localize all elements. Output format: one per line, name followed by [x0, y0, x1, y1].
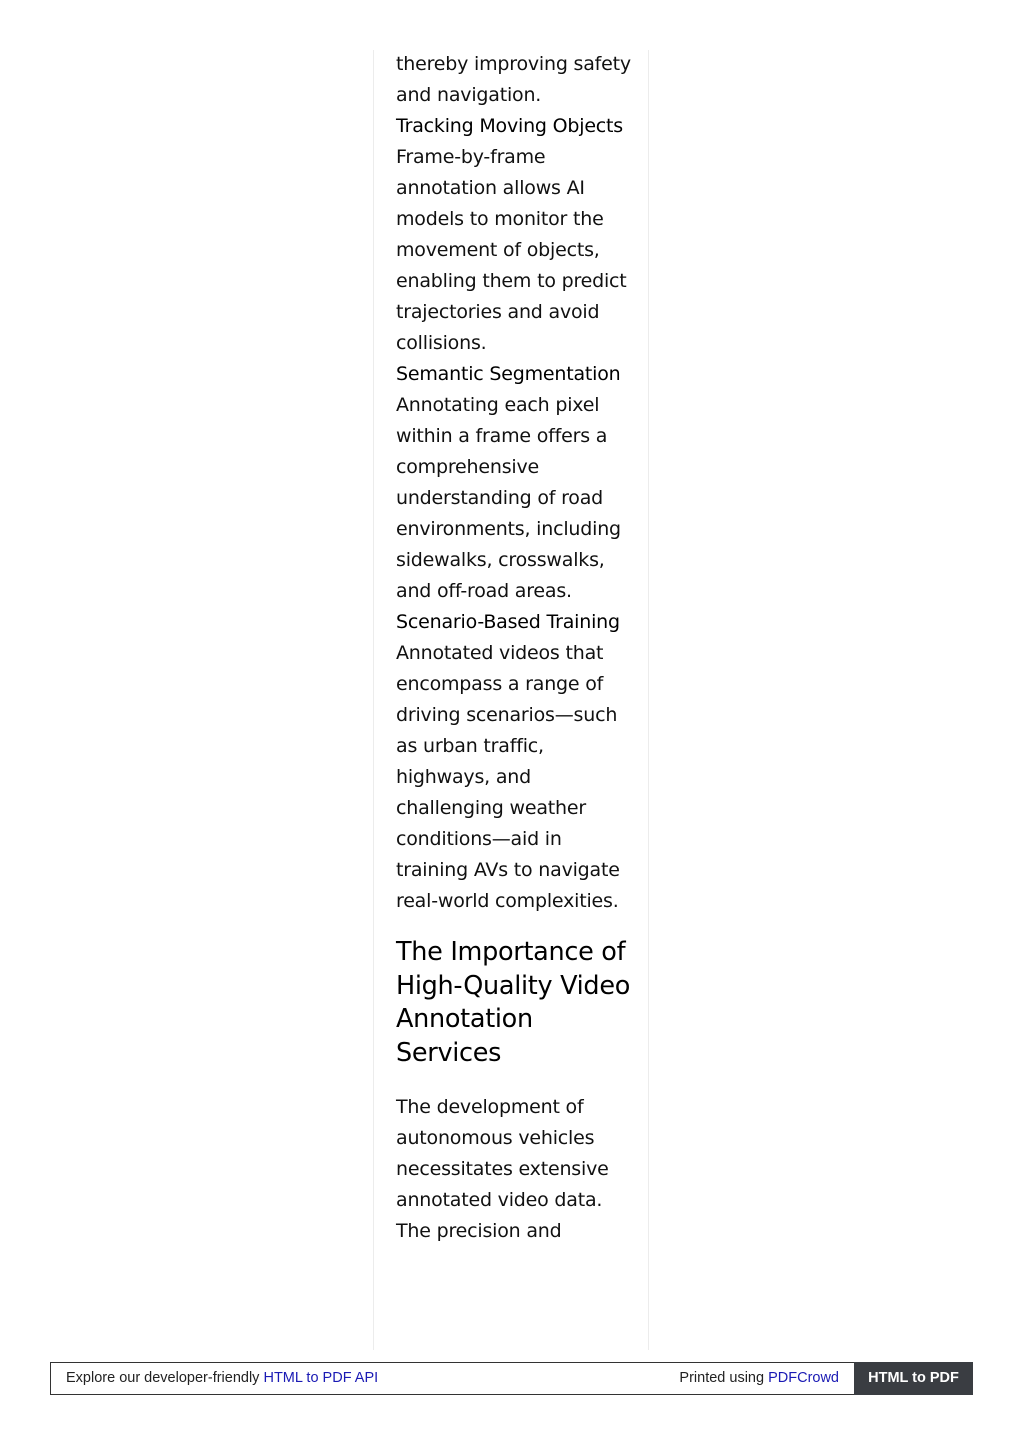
section-semantic-segmentation: [396, 359, 636, 607]
html-to-pdf-badge[interactable]: HTML to PDF: [854, 1362, 973, 1395]
article-content: [396, 50, 636, 1247]
intro-paragraph: thereby improving safety and navigation.: [396, 53, 631, 106]
section-heading: Tracking Moving Objects: [396, 115, 623, 137]
section-body: Annotating each pixel within a frame offers a comprehensive understanding of road environments, including sidewalks, crosswalks, and off-road areas.: [396, 394, 621, 602]
section-tracking-moving-objects: [396, 111, 636, 359]
pdfcrowd-footer: [50, 1362, 973, 1395]
section-heading: Scenario-Based Training: [396, 611, 620, 633]
section-title: The Importance of High-Quality Video Annotation Services: [396, 937, 631, 1068]
footer-right: [679, 1363, 839, 1394]
article-column: [373, 50, 649, 1350]
pdfcrowd-link[interactable]: PDFCrowd: [768, 1370, 839, 1386]
section-body: Annotated videos that encompass a range of driving scenarios—such as urban traffic, highways, and challenging weather conditions—aid in training AVs to navigate real-world complexities.: [396, 642, 620, 912]
footer-right-text: Printed using: [679, 1370, 765, 1386]
closing-paragraph: The development of autonomous vehicles necessitates extensive annotated video data. The precision and: [396, 1096, 609, 1242]
footer-left-text: Explore our developer-friendly: [66, 1370, 260, 1386]
section-scenario-based-training: [396, 607, 636, 917]
section-body: Frame-by-frame annotation allows AI models to monitor the movement of objects, enabling them to predict trajectories and avoid collisions.: [396, 146, 627, 354]
footer-left: [66, 1363, 378, 1394]
html-to-pdf-api-link[interactable]: HTML to PDF API: [263, 1370, 379, 1386]
section-heading: Semantic Segmentation: [396, 363, 621, 385]
